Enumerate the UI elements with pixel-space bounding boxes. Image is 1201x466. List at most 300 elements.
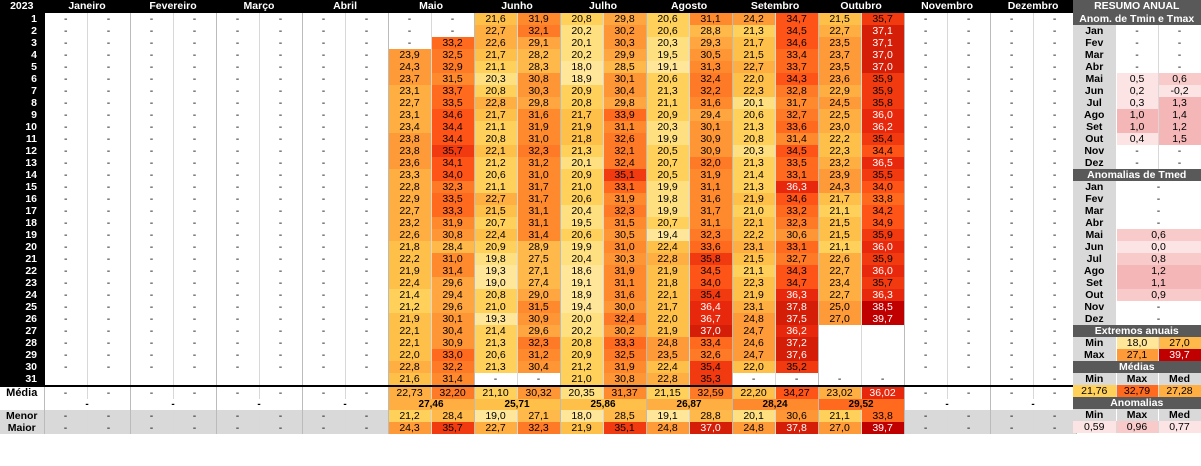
tmax-cell: 32,3 [431, 181, 474, 193]
tmax-cell: 29,3 [689, 37, 732, 49]
tmed-title: Anomalias de Tmed [1073, 169, 1201, 181]
tmax-cell: - [259, 313, 302, 325]
avg-value: - [345, 386, 388, 399]
tmin-cell: 23,5 [646, 349, 689, 361]
tmax-cell: 30,8 [603, 373, 646, 386]
tmin-cell: 21,7 [474, 49, 517, 61]
tmax-cell: 34,5 [775, 25, 818, 37]
avg-value: - [87, 386, 130, 399]
tmax-cell: - [947, 157, 990, 169]
avg-value: 36,02 [861, 386, 904, 399]
tmax-cell: - [345, 313, 388, 325]
tmin-cell: - [216, 85, 259, 97]
tmax-cell: - [345, 97, 388, 109]
tmin-cell: 22,3 [732, 85, 775, 97]
avg-label: Média [0, 386, 44, 399]
tmin-cell: 22,1 [646, 289, 689, 301]
ext-value: - [259, 410, 302, 422]
tmin-cell: 24,8 [732, 313, 775, 325]
ext-value: 21,9 [560, 422, 603, 434]
tmin-cell: 20,8 [474, 289, 517, 301]
tmax-cell: - [87, 361, 130, 373]
tmin-cell: 21,0 [732, 205, 775, 217]
tmed-value: - [1116, 217, 1201, 229]
tmin-cell: - [302, 349, 345, 361]
tmin-cell: 21,9 [388, 313, 431, 325]
tmax-cell: 32,2 [431, 361, 474, 373]
tmin-cell: 24,5 [818, 97, 861, 109]
ext-tmax: 27,0 [1158, 337, 1201, 349]
tmax-cell: - [87, 193, 130, 205]
tmax-cell: - [87, 337, 130, 349]
tmax-cell: - [87, 73, 130, 85]
tmax-cell: - [947, 85, 990, 97]
tmax-cell: 31,0 [517, 169, 560, 181]
tmax-cell: - [947, 73, 990, 85]
ext-value: 24,3 [388, 422, 431, 434]
tmax-cell: - [87, 325, 130, 337]
tmin-cell: - [904, 169, 947, 181]
day-row [0, 205, 1076, 217]
tmed-month: Fev [1073, 193, 1116, 205]
tmin-cell: 22,4 [474, 229, 517, 241]
tmin-cell: 19,4 [560, 301, 603, 313]
ext-value: - [44, 422, 87, 434]
tmin-cell: 21,4 [388, 289, 431, 301]
anom-row [1073, 109, 1201, 121]
tmin-cell: - [130, 85, 173, 97]
ext-value: 27,1 [517, 410, 560, 422]
tmax-cell: - [259, 97, 302, 109]
tmin-cell: - [44, 241, 87, 253]
tmin-cell: - [732, 373, 775, 386]
tmin-cell: - [302, 289, 345, 301]
anom-tmin: 0,2 [1116, 85, 1158, 97]
tmin-cell: - [130, 169, 173, 181]
tmax-cell: - [87, 265, 130, 277]
tmax-cell: 33,7 [775, 61, 818, 73]
tmax-cell: - [345, 337, 388, 349]
day-number: 16 [0, 193, 44, 205]
tmin-cell: - [130, 97, 173, 109]
tmax-cell: 31,9 [517, 121, 560, 133]
tmax-cell: 35,8 [689, 253, 732, 265]
tmin-cell: - [130, 133, 173, 145]
avg-value: 20,35 [560, 386, 603, 399]
avg-value: - [947, 386, 990, 399]
tmax-cell: - [947, 49, 990, 61]
tmax-cell: 36,0 [861, 265, 904, 277]
tmin-cell: - [130, 73, 173, 85]
tmin-cell: - [44, 217, 87, 229]
avg-value: - [173, 386, 216, 399]
tmin-cell: 22,1 [474, 145, 517, 157]
day-number: 10 [0, 121, 44, 133]
ext-value: 19,1 [646, 410, 689, 422]
tmax-cell: 35,4 [689, 289, 732, 301]
tmin-cell: - [216, 13, 259, 25]
tmax-cell: - [345, 205, 388, 217]
tmin-cell: 25,0 [818, 301, 861, 313]
tmax-cell: 31,9 [603, 361, 646, 373]
tmin-cell: 21,1 [818, 205, 861, 217]
ext-value: - [345, 410, 388, 422]
tmin-cell: 20,8 [560, 337, 603, 349]
anom-tmax: 1,5 [1158, 133, 1201, 145]
tmax-cell: 35,7 [861, 13, 904, 25]
tmax-cell: - [173, 325, 216, 337]
tmin-cell: 19,9 [646, 181, 689, 193]
tmin-cell: - [44, 277, 87, 289]
tmed-month: Mai [1073, 229, 1116, 241]
day-number: 2 [0, 25, 44, 37]
tmax-cell: 36,3 [775, 181, 818, 193]
tmax-cell: - [345, 349, 388, 361]
tmin-cell: 22,6 [388, 229, 431, 241]
tmax-cell: - [173, 109, 216, 121]
tmin-cell: - [44, 61, 87, 73]
anom-month: Fev [1073, 37, 1116, 49]
tmax-cell: 32,3 [689, 229, 732, 241]
tmax-cell: 31,7 [689, 205, 732, 217]
ext-tmin: 18,0 [1116, 337, 1158, 349]
tmin-cell: 23,2 [388, 217, 431, 229]
tmin-cell [818, 361, 861, 373]
tmin-cell: 20,3 [646, 37, 689, 49]
anom-tmax: - [1158, 157, 1201, 169]
tmin-cell: 20,6 [560, 229, 603, 241]
tmin-cell: - [990, 205, 1033, 217]
tmax-cell: - [345, 253, 388, 265]
tmin-cell: 19,5 [560, 217, 603, 229]
media-tmed-value: - [990, 399, 1076, 410]
tmin-cell: - [216, 229, 259, 241]
tmin-cell: - [904, 325, 947, 337]
ext-value: 28,8 [689, 410, 732, 422]
tmin-cell: - [990, 277, 1033, 289]
tmin-cell: - [990, 349, 1033, 361]
tmin-cell: 20,8 [474, 133, 517, 145]
ext-value: - [302, 422, 345, 434]
tmax-cell: - [1033, 337, 1076, 349]
tmax-cell: - [259, 325, 302, 337]
anom-month: Abr [1073, 61, 1116, 73]
anom-row [1073, 85, 1201, 97]
tmin-cell: - [44, 121, 87, 133]
avg-value: - [990, 386, 1033, 399]
day-number: 3 [0, 37, 44, 49]
tmax-cell: - [173, 193, 216, 205]
tmin-cell: - [44, 337, 87, 349]
tmin-cell: 20,9 [560, 169, 603, 181]
tmax-cell: - [259, 277, 302, 289]
tmax-cell: - [173, 253, 216, 265]
media-tmed-value: - [216, 399, 302, 410]
tmin-cell: - [130, 121, 173, 133]
tmin-cell: 22,2 [388, 253, 431, 265]
tmin-cell: - [44, 169, 87, 181]
day-row [0, 145, 1076, 157]
tmax-cell [87, 373, 130, 386]
tmax-cell: - [1033, 61, 1076, 73]
tmin-cell: 22,0 [732, 73, 775, 85]
year-label: 2023 [0, 0, 44, 13]
tmax-cell: 37,0 [861, 61, 904, 73]
tmax-cell: - [345, 145, 388, 157]
tmax-cell: 31,1 [603, 277, 646, 289]
anom-tmin: - [1116, 49, 1158, 61]
day-row [0, 109, 1076, 121]
anom-tmin: - [1116, 145, 1158, 157]
tmin-cell: 19,9 [560, 241, 603, 253]
tmin-cell: 21,8 [646, 277, 689, 289]
tmax-cell: - [947, 301, 990, 313]
tmax-cell: 35,4 [689, 361, 732, 373]
tmin-cell: - [216, 277, 259, 289]
tmax-cell: - [947, 241, 990, 253]
tmin-cell: - [130, 205, 173, 217]
tmin-cell: - [44, 37, 87, 49]
tmin-cell: - [990, 169, 1033, 181]
tmax-cell: - [259, 361, 302, 373]
tmin-cell: 20,3 [646, 121, 689, 133]
tmin-cell: 20,6 [560, 193, 603, 205]
tmin-cell: 22,3 [818, 145, 861, 157]
tmin-cell: 20,8 [560, 97, 603, 109]
tmax-cell: 32,6 [603, 133, 646, 145]
tmin-cell: 21,3 [732, 181, 775, 193]
tmin-cell: 22,8 [388, 181, 431, 193]
day-row [0, 37, 1076, 49]
tmin-cell: - [44, 181, 87, 193]
tmax-cell: 30,9 [431, 337, 474, 349]
month-header: Março [216, 0, 302, 13]
tmax-cell: - [259, 241, 302, 253]
tmax-cell: 31,0 [431, 253, 474, 265]
day-number: 9 [0, 109, 44, 121]
tmax-cell: - [87, 13, 130, 25]
anom-month: Mar [1073, 49, 1116, 61]
anomalias-row [1073, 421, 1201, 433]
tmax-cell: 33,2 [775, 205, 818, 217]
ext-value: 21,1 [818, 410, 861, 422]
tmin-cell: 22,8 [646, 373, 689, 386]
ext-value: 35,7 [431, 422, 474, 434]
tmin-cell: 19,5 [646, 49, 689, 61]
tmin-cell: - [302, 13, 345, 25]
tmin-cell: 23,8 [388, 145, 431, 157]
tmax-cell: 29,9 [603, 49, 646, 61]
tmin-cell: 21,1 [818, 241, 861, 253]
tmax-cell: - [259, 181, 302, 193]
tmed-row [1073, 277, 1201, 289]
tmin-cell: 21,3 [732, 157, 775, 169]
tmax-cell: 28,5 [603, 61, 646, 73]
tmin-cell: - [44, 193, 87, 205]
ext-value: 37,0 [689, 422, 732, 434]
anom-tmin: 1,0 [1116, 109, 1158, 121]
tmin-cell: 20,6 [646, 73, 689, 85]
anomalias-min: 0,59 [1073, 421, 1116, 433]
day-row [0, 361, 1076, 373]
tmed-month: Nov [1073, 301, 1116, 313]
anom-row [1073, 25, 1201, 37]
day-number: 18 [0, 217, 44, 229]
month-header: Janeiro [44, 0, 130, 13]
day-number: 7 [0, 85, 44, 97]
tmax-cell: - [947, 193, 990, 205]
tmax-cell: - [259, 253, 302, 265]
tmax-cell: 31,6 [689, 193, 732, 205]
tmin-cell: - [44, 361, 87, 373]
day-row [0, 73, 1076, 85]
tmax-cell: 36,5 [861, 157, 904, 169]
tmax-cell: 32,1 [603, 145, 646, 157]
tmax-cell: 31,1 [689, 13, 732, 25]
tmax-cell: - [173, 205, 216, 217]
tmin-cell: - [302, 25, 345, 37]
tmin-cell: 27,0 [818, 313, 861, 325]
tmax-cell: - [173, 133, 216, 145]
day-number: 14 [0, 169, 44, 181]
tmax-cell: - [87, 277, 130, 289]
ext-value: - [990, 410, 1033, 422]
tmax-cell: - [1033, 217, 1076, 229]
tmax-cell: 36,7 [689, 313, 732, 325]
tmin-cell: - [216, 361, 259, 373]
tmax-cell: - [87, 181, 130, 193]
avg-row [0, 386, 1076, 399]
tmax-cell: 31,0 [603, 241, 646, 253]
tmin-cell: 22,2 [818, 133, 861, 145]
tmax-cell: - [87, 37, 130, 49]
tmin-cell: - [130, 49, 173, 61]
summary-title-row [1073, 0, 1201, 13]
tmax-cell: - [1033, 73, 1076, 85]
tmax-cell: - [947, 121, 990, 133]
tmax-cell [259, 373, 302, 386]
day-number: 12 [0, 145, 44, 157]
tmin-cell: - [904, 157, 947, 169]
tmin-cell: - [904, 265, 947, 277]
tmax-cell: 38,5 [861, 301, 904, 313]
anom-tmax: - [1158, 37, 1201, 49]
tmax-cell: - [345, 133, 388, 145]
tmin-cell: 23,0 [818, 121, 861, 133]
tmax-cell: 37,6 [775, 349, 818, 361]
avg-value: - [259, 386, 302, 399]
tmax-cell: - [517, 373, 560, 386]
anom-tmax: 1,2 [1158, 121, 1201, 133]
avg-value: 34,27 [775, 386, 818, 399]
tmin-cell: - [44, 109, 87, 121]
tmax-cell: 31,9 [517, 13, 560, 25]
tmin-cell: - [904, 25, 947, 37]
tmin-cell: 23,7 [388, 73, 431, 85]
tmax-cell: 33,0 [431, 349, 474, 361]
tmin-cell: - [44, 289, 87, 301]
anom-row [1073, 121, 1201, 133]
tmed-month: Jan [1073, 181, 1116, 193]
ext-value: - [44, 410, 87, 422]
tmax-cell: - [345, 157, 388, 169]
tmax-cell: 31,5 [431, 73, 474, 85]
tmax-cell: 30,3 [603, 37, 646, 49]
tmin-cell: 21,2 [388, 301, 431, 313]
tmin-cell: 20,4 [560, 253, 603, 265]
tmin-cell: - [216, 49, 259, 61]
tmin-cell: - [904, 181, 947, 193]
tmax-cell: 33,5 [775, 157, 818, 169]
tmed-row [1073, 253, 1201, 265]
anom-month: Out [1073, 133, 1116, 145]
tmin-cell [904, 373, 947, 386]
tmax-cell: - [1033, 229, 1076, 241]
tmin-cell: 22,1 [388, 337, 431, 349]
tmax-cell: - [1033, 349, 1076, 361]
anom-tmin: 0,4 [1116, 133, 1158, 145]
tmin-cell: - [990, 229, 1033, 241]
anom-title: Anom. de Tmin e Tmax [1073, 13, 1201, 25]
tmax-cell [947, 373, 990, 386]
tmin-cell: - [216, 169, 259, 181]
tmax-cell: - [1033, 109, 1076, 121]
tmed-row [1073, 205, 1201, 217]
tmax-cell: 37,0 [861, 49, 904, 61]
day-row [0, 193, 1076, 205]
day-number: 24 [0, 289, 44, 301]
tmax-cell: - [173, 181, 216, 193]
tmax-cell: - [1033, 169, 1076, 181]
tmin-cell: - [130, 289, 173, 301]
day-number: 8 [0, 97, 44, 109]
anom-tmax: - [1158, 49, 1201, 61]
day-row [0, 301, 1076, 313]
ext-value: - [259, 422, 302, 434]
medias-head-row [1073, 373, 1201, 385]
tmed-month: Jun [1073, 241, 1116, 253]
tmax-cell: 34,6 [431, 109, 474, 121]
tmax-cell: - [259, 145, 302, 157]
tmax-cell: 28,3 [517, 61, 560, 73]
anom-tmin: 0,5 [1116, 73, 1158, 85]
tmin-cell: 22,3 [732, 277, 775, 289]
media-tmed-value: 27,46 [388, 399, 474, 410]
tmax-cell: - [947, 229, 990, 241]
tmax-cell [861, 337, 904, 349]
medias-max: 32,79 [1116, 385, 1158, 397]
tmin-cell: 19,9 [646, 205, 689, 217]
avg-value: 30,32 [517, 386, 560, 399]
medias-min: 21,76 [1073, 385, 1116, 397]
tmin-cell: - [130, 13, 173, 25]
ext-label: Maior [0, 422, 44, 434]
tmin-cell: - [216, 181, 259, 193]
tmin-cell: 20,1 [732, 97, 775, 109]
tmin-cell: 24,3 [818, 181, 861, 193]
tmin-cell: - [904, 313, 947, 325]
tmax-cell: 30,5 [689, 49, 732, 61]
tmed-row [1073, 181, 1201, 193]
tmin-cell: - [388, 25, 431, 37]
tmed-month: Abr [1073, 217, 1116, 229]
tmin-cell: 22,8 [474, 97, 517, 109]
tmax-cell: 36,3 [861, 289, 904, 301]
tmin-cell: 20,5 [646, 145, 689, 157]
day-row [0, 253, 1076, 265]
tmax-cell: 33,1 [775, 241, 818, 253]
anom-tmax: - [1158, 145, 1201, 157]
